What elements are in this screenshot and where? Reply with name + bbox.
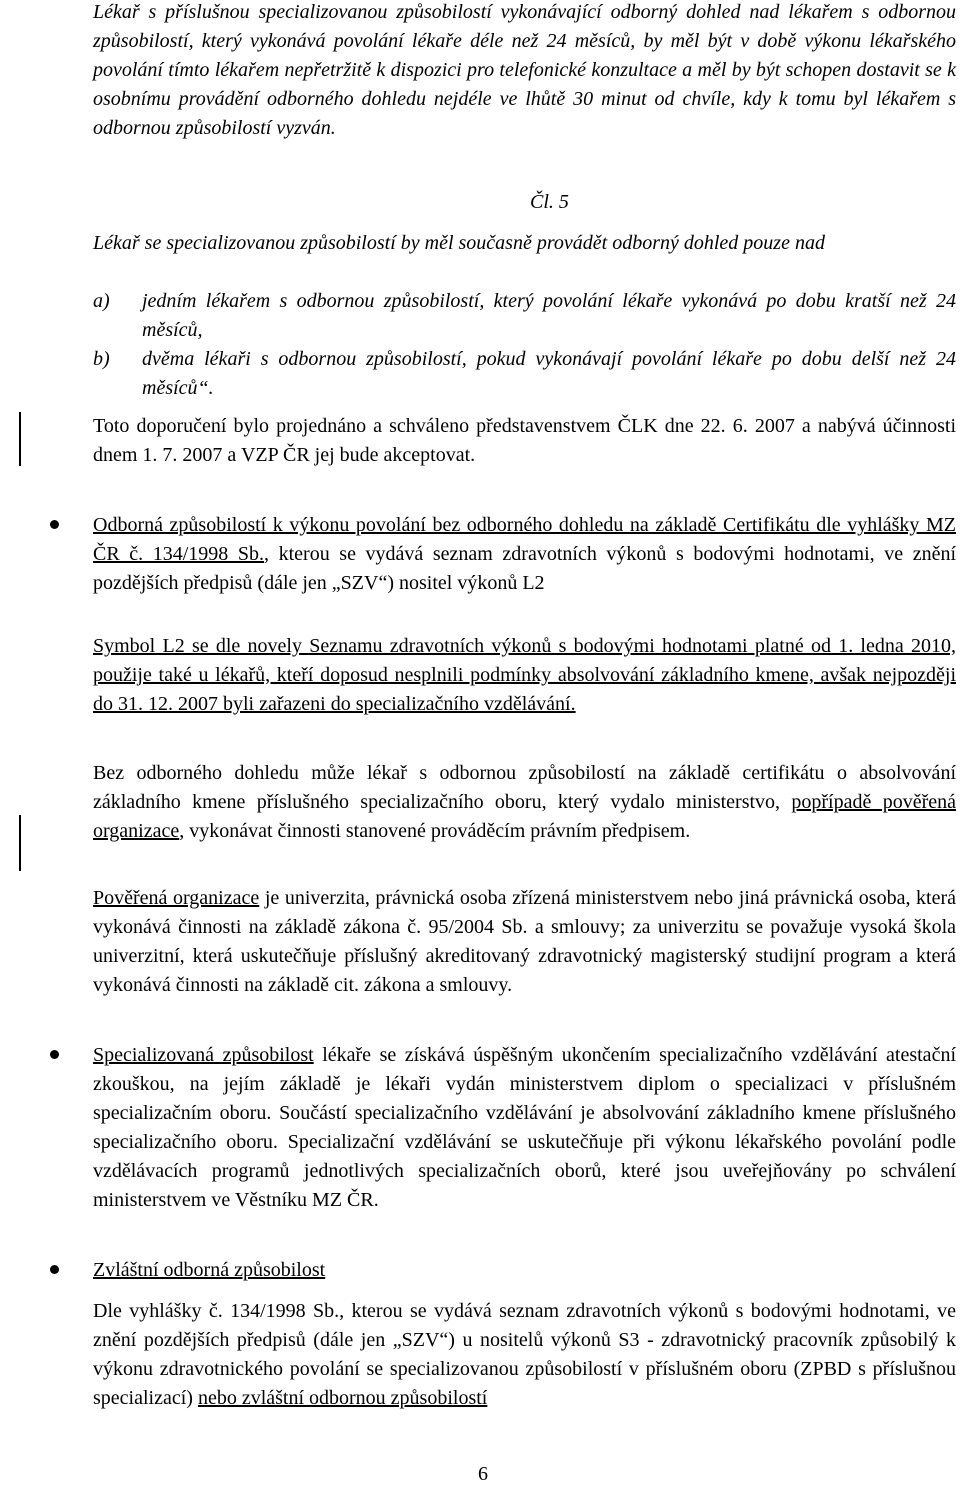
change-bar: [19, 815, 21, 871]
approval-paragraph: Toto doporučení bylo projednáno a schváleno představenstvem ČLK dne 22. 6. 2007 a nabývá účinnosti dnem 1. 7. 2007 a VZP ČR jej bude akceptovat.: [93, 415, 956, 466]
change-bar: [19, 412, 21, 466]
list-item-text: jedním lékařem s odbornou způsobilostí, který povolání lékaře vykonává po dobu kratší než 24 měsíců,: [142, 290, 956, 341]
list-item-b: [0, 345, 960, 403]
section1-p1-underlined: popřípadě pověřená organizace: [93, 791, 956, 842]
section1-p2-text: je univerzita, právnická osoba zřízená ministerstvem nebo jiná právnická osoba, která vykonává činnosti na základě zákona č. 95/2004 Sb. a smlouvy; za univerzitu se považuje vysoká škola univerzitní, která uskutečňuje příslušný akreditovaný zdravotnický magisterský studijní program a která vykonává činnosti na základě cit. zákona a smlouvy.: [93, 887, 957, 996]
list-item-label: a): [93, 290, 110, 312]
bullet: [50, 1265, 59, 1274]
section3-text-underlined: nebo zvláštní odbornou způsobilostí: [197, 1387, 488, 1409]
section1-paragraph2: [93, 884, 956, 1000]
section3-paragraph: [93, 1297, 956, 1413]
article-heading-text: Čl. 5: [530, 191, 569, 213]
section1-note: Symbol L2 se dle novely Seznamu zdravotních výkonů s bodovými hodnotami platné od 1. ledna 2010, použije také u lékařů, kteří doposud nesplnili podmínky absolvování základního kmene, avšak nejpozději do 31. 12. 2007 byli zařazeni do specializačního vzdělávání.: [93, 635, 956, 715]
section3-text: Dle vyhlášky č. 134/1998 Sb., kterou se vydává seznam zdravotních výkonů s bodovými hodnotami, ve znění pozdějších předpisů (dále jen „SZV“) u nositelů výkonů S3 - zdravotnický pracovník způsobilý k výkonu zdravotnického povolání se specializovanou způsobilostí v příslušném oboru (ZPBD s příslušnou specializací): [93, 1300, 956, 1409]
section1-p1-text: Bez odborného dohledu může lékař s odbornou způsobilostí na základě certifikátu o absolvování základního kmene příslušného specializačního oboru, který vydalo ministerstvo,: [93, 762, 956, 813]
article-lead: Lékař se specializovanou způsobilostí by měl současně provádět odborný dohled pouze nad: [93, 232, 825, 254]
list-item-label: b): [93, 348, 110, 370]
section2-paragraph: [93, 1041, 956, 1215]
intro-paragraph: Lékař s příslušnou specializovanou způsobilostí vykonávající odborný dohled nad lékařem s odbornou způsobilostí, který vykonává povolání lékaře déle než 24 měsíců, by měl být v době výkonu lékařského povolání tímto lékařem nepřetržitě k dispozici pro telefonické konzultace a měl by být schopen dostavit se k osobnímu provádění odborného dohledu nejdéle ve lhůtě 30 minut od chvíle, kdy k tomu byl lékařem s odbornou způsobilostí vyzván.: [93, 1, 956, 139]
section1-title-link: Odborná způsobilostí k výkonu povolání bez odborného dohledu na základě Certifikátu dle vyhlášky MZ ČR č. 134/1998 Sb.: [93, 514, 956, 565]
bullet: [50, 1050, 59, 1059]
bullet: [50, 520, 59, 529]
page-number: 6: [478, 1463, 488, 1485]
section1-paragraph1: [93, 759, 956, 846]
section1-p2-term: Pověřená organizace: [93, 887, 260, 909]
section3-title: Zvláštní odborná způsobilost: [93, 1259, 326, 1281]
list-item-a: [0, 287, 960, 345]
section1-p1-tail: , vykonávat činnosti stanovené prováděcím právním předpisem.: [179, 820, 691, 842]
section1-title: [93, 511, 956, 598]
section2-text: lékaře se získává úspěšným ukončením specializačního vzdělávání atestační zkouškou, na jejím základě je lékaři vydán ministerstvem diplom o specializaci v příslušném specializačním oboru. Součástí specializačního vzdělávání je absolvování základního kmene příslušného specializačního oboru. Specializační vzdělávání se uskutečňuje při výkonu lékařského povolání podle vzdělávacích programů jednotlivých specializačních oborů, které jsou uveřejňovány po schválení ministerstvem ve Věstníku MZ ČR.: [93, 1044, 956, 1211]
list-item-text: dvěma lékaři s odbornou způsobilostí, pokud vykonávají povolání lékaře po dobu delší než 24 měsíců“.: [142, 348, 956, 399]
section2-term: Specializovaná způsobilost: [93, 1044, 314, 1066]
section1-title-rest: , kterou se vydává seznam zdravotních výkonů s bodovými hodnotami, ve znění pozdějších předpisů (dále jen „SZV“) nositel výkonů L2: [93, 543, 956, 594]
